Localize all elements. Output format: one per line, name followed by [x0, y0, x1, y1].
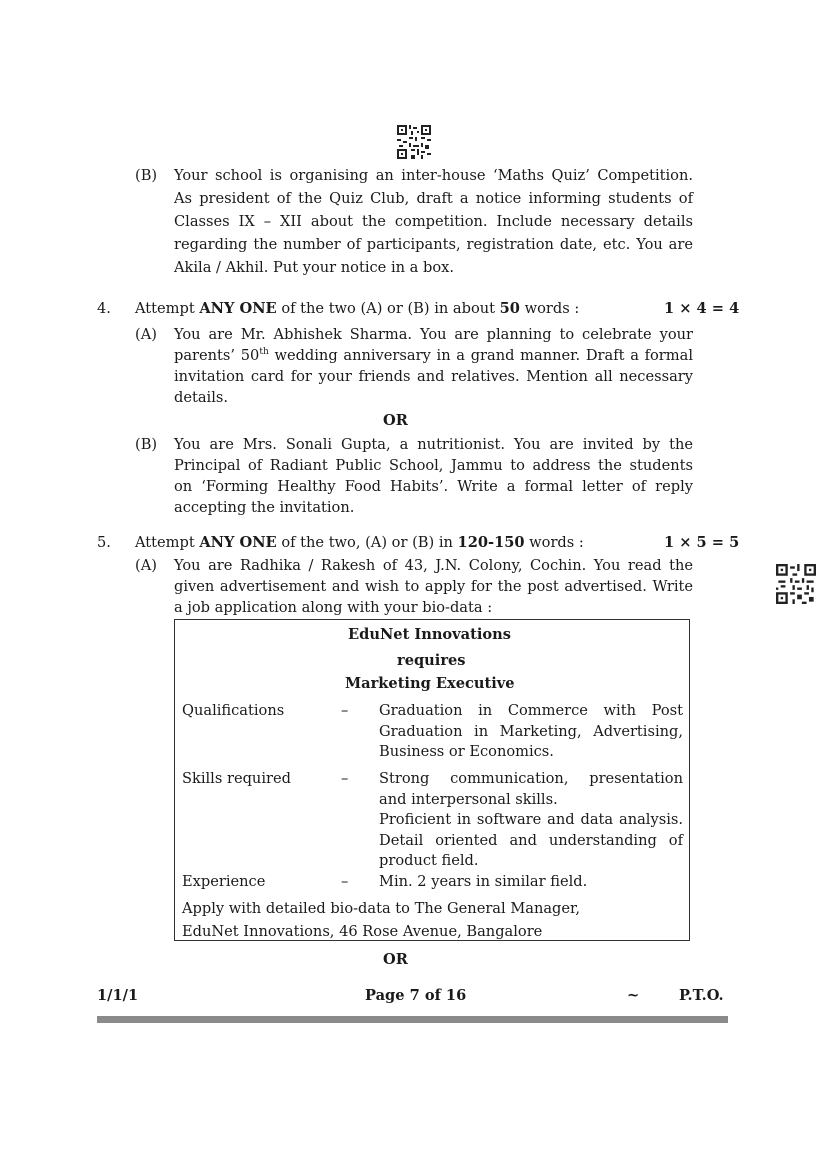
advert-qualifications-line-3: Business or Economics.	[379, 743, 554, 760]
footer-page-number: Page 7 of 16	[365, 987, 467, 1004]
advert-skills-line-1: Strong communication, presentation	[379, 770, 683, 787]
q3b-line-2: As president of the Quiz Club, draft a notice informing students of	[174, 190, 693, 207]
advert-skills-label: Skills required	[182, 770, 291, 787]
advert-company: EduNet Innovations	[348, 626, 511, 643]
q3b-label: (B)	[135, 167, 158, 184]
q4a-label: (A)	[135, 326, 157, 343]
advert-requires: requires	[397, 652, 466, 669]
q5a-line-1: You are Radhika / Rakesh of 43, J.N. Colony, Cochin. You read the	[174, 557, 693, 574]
q3b-line-1: Your school is organising an inter-house ‘Maths Quiz’ Competition.	[174, 167, 693, 184]
q5-instruction: Attempt ANY ONE of the two, (A) or (B) in 120-150 words :	[135, 534, 584, 551]
q4-number: 4.	[97, 300, 111, 317]
advert-qualifications-line-1: Graduation in Commerce with Post	[379, 702, 683, 719]
q5a-line-3: a job application along with your bio-data :	[174, 599, 493, 616]
footer-code: 1/1/1	[97, 987, 139, 1004]
advert-qualifications-label: Qualifications	[182, 702, 285, 719]
advert-skills-line-4: Detail oriented and understanding of	[379, 832, 683, 849]
q5-or-divider: OR	[383, 951, 408, 968]
footer-rule	[97, 1016, 728, 1023]
q4a-line-2: parents’ 50th wedding anniversary in a grand manner. Draft a formal	[174, 347, 693, 364]
q5a-line-2: given advertisement and wish to apply for the post advertised. Write	[174, 578, 693, 595]
advert-skills-dash: –	[341, 770, 349, 787]
footer-pto: P.T.O.	[679, 987, 724, 1004]
qr-code-side-icon	[776, 564, 816, 604]
q4b-line-2: Principal of Radiant Public School, Jammu to address the students	[174, 457, 693, 474]
advert-skills-line-5: product field.	[379, 852, 479, 869]
q4a-line-3: invitation card for your friends and relatives. Mention all necessary	[174, 368, 693, 385]
q4b-line-1: You are Mrs. Sonali Gupta, a nutritionist. You are invited by the	[174, 436, 693, 453]
advert-experience-label: Experience	[182, 873, 266, 890]
q3b-line-5: Akila / Akhil. Put your notice in a box.	[174, 259, 454, 276]
advert-apply-line-2: EduNet Innovations, 46 Rose Avenue, Bangalore	[182, 923, 543, 940]
advert-skills-line-2: and interpersonal skills.	[379, 791, 558, 808]
advert-qualifications-line-2: Graduation in Marketing, Advertising,	[379, 723, 683, 740]
q3b-line-4: regarding the number of participants, registration date, etc. You are	[174, 236, 693, 253]
q4-marks: 1 × 4 = 4	[664, 300, 740, 317]
q5-marks: 1 × 5 = 5	[664, 534, 740, 551]
q4b-line-3: on ‘Forming Healthy Food Habits’. Write a formal letter of reply	[174, 478, 693, 495]
advert-qualifications-dash: –	[341, 702, 349, 719]
q4b-label: (B)	[135, 436, 158, 453]
q4b-line-4: accepting the invitation.	[174, 499, 355, 516]
advert-post: Marketing Executive	[345, 675, 515, 692]
advert-experience-value: Min. 2 years in similar field.	[379, 873, 588, 890]
q4-instruction: Attempt ANY ONE of the two (A) or (B) in about 50 words :	[135, 300, 580, 317]
advert-apply-line-1: Apply with detailed bio-data to The General Manager,	[182, 900, 581, 917]
advert-experience-dash: –	[341, 873, 349, 890]
q4a-line-4: details.	[174, 389, 229, 406]
q5a-label: (A)	[135, 557, 157, 574]
q4a-line-1: You are Mr. Abhishek Sharma. You are planning to celebrate your	[174, 326, 693, 343]
advert-skills-line-3: Proficient in software and data analysis.	[379, 811, 683, 828]
q3b-line-3: Classes IX – XII about the competition. Include necessary details	[174, 213, 693, 230]
q5-number: 5.	[97, 534, 111, 551]
footer-tilde: ~	[627, 987, 640, 1004]
qr-code-top-icon	[397, 125, 431, 159]
q4-or-divider: OR	[383, 412, 408, 429]
